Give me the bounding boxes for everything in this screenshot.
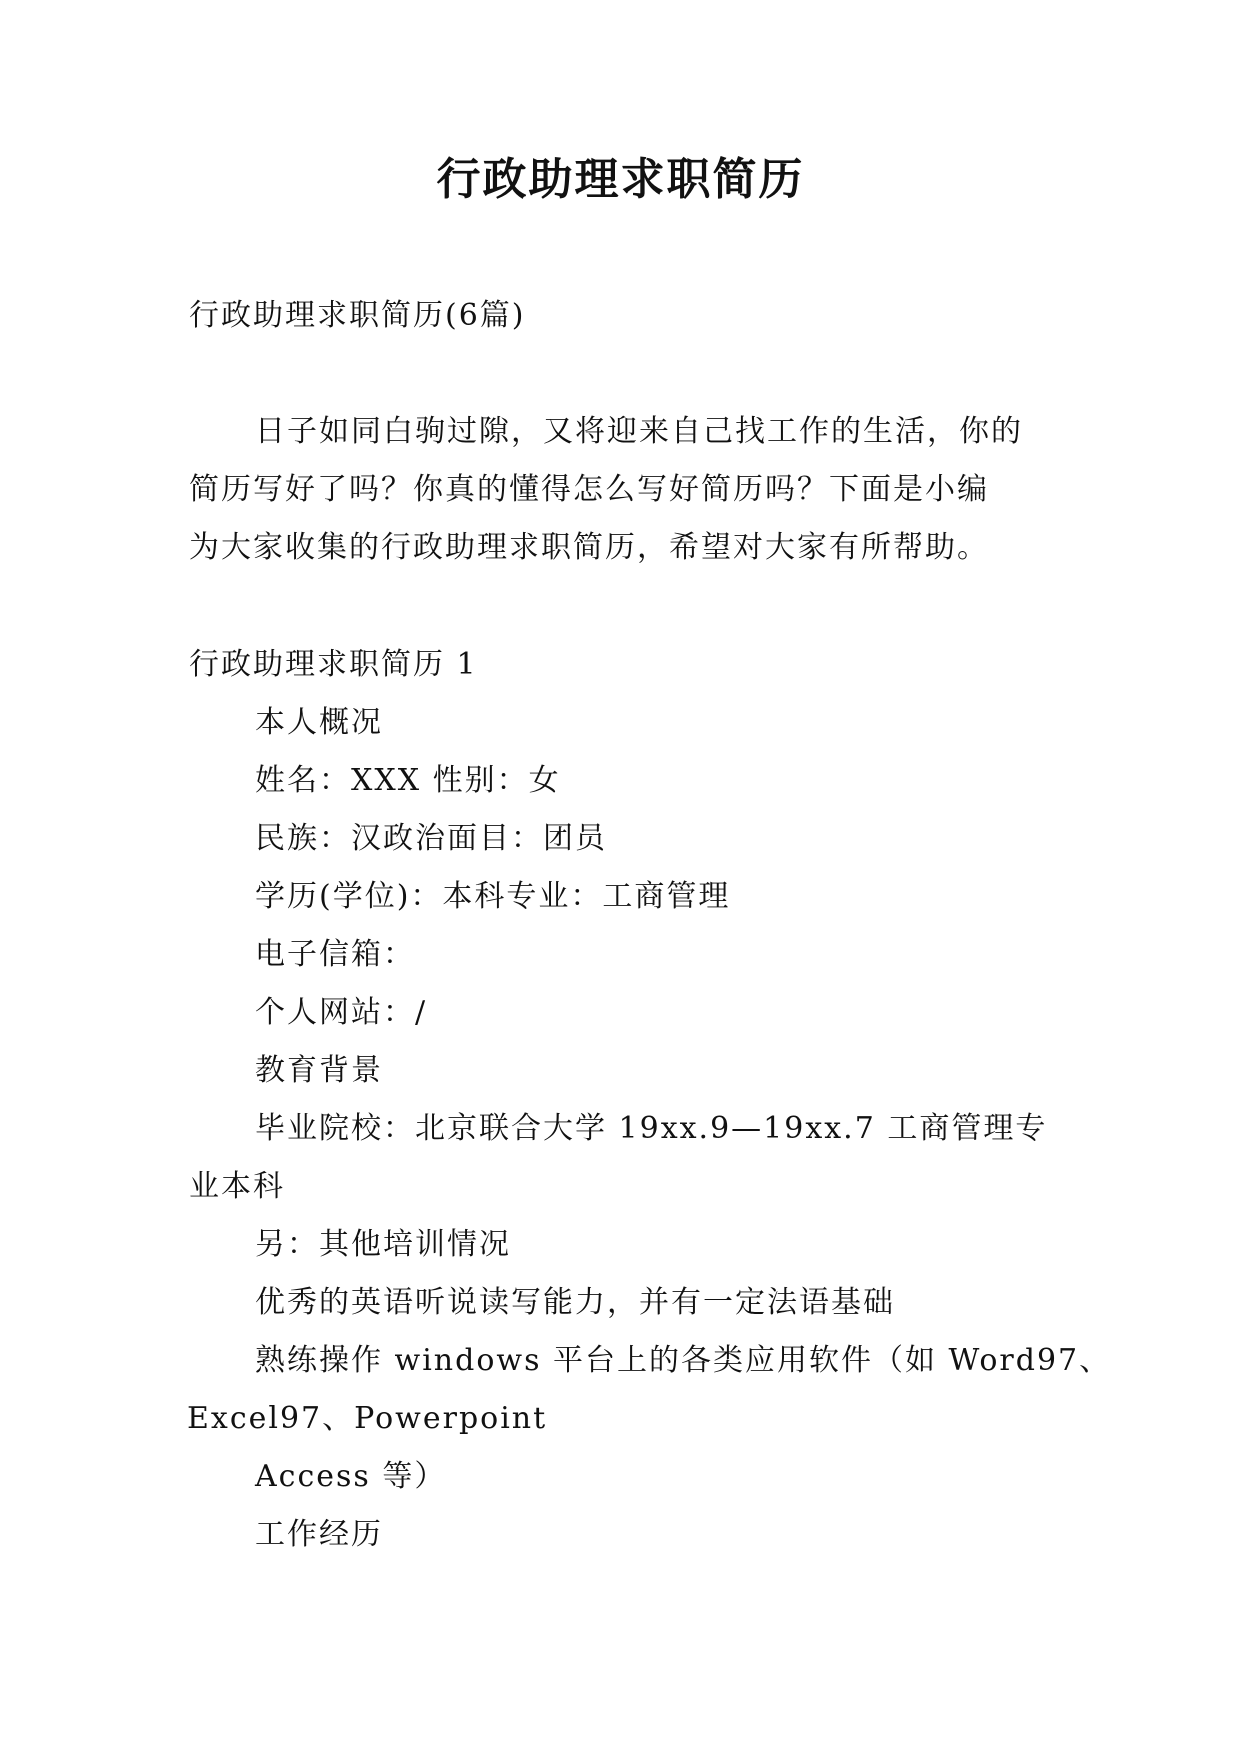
name-gender-line: 姓名：XXX 性别：女 [255, 763, 561, 798]
heading-education: 教育背景 [255, 1053, 383, 1088]
software-skills-line: 熟练操作 windows 平台上的各类应用软件（如 Word97、 [255, 1343, 1112, 1378]
software-skills-line-end: Access 等） [255, 1459, 447, 1494]
software-skills-line-cont: Excel97、Powerpoint [187, 1401, 548, 1436]
language-skills-line: 优秀的英语听说读写能力，并有一定法语基础 [255, 1285, 895, 1320]
document-subtitle: 行政助理求职简历(6篇) [189, 298, 526, 333]
intro-line-2: 简历写好了吗？你真的懂得怎么写好简历吗？下面是小编 [189, 472, 989, 507]
other-training-line: 另：其他培训情况 [255, 1227, 511, 1262]
ethnicity-politics-line: 民族：汉政治面目：团员 [255, 821, 607, 856]
degree-major-line: 学历(学位)：本科专业：工商管理 [255, 879, 731, 914]
intro-line-1: 日子如同白驹过隙，又将迎来自己找工作的生活，你的 [255, 414, 1023, 449]
section-heading: 行政助理求职简历 1 [189, 647, 478, 682]
heading-personal-overview: 本人概况 [255, 705, 383, 740]
email-line: 电子信箱： [255, 937, 415, 972]
intro-line-3: 为大家收集的行政助理求职简历，希望对大家有所帮助。 [189, 530, 989, 565]
document-title: 行政助理求职简历 [436, 154, 805, 205]
school-line: 毕业院校：北京联合大学 19xx.9—19xx.7 工商管理专 [255, 1111, 1048, 1146]
school-line-cont: 业本科 [189, 1169, 285, 1204]
website-line: 个人网站：/ [255, 995, 428, 1030]
heading-work-experience: 工作经历 [255, 1517, 383, 1552]
